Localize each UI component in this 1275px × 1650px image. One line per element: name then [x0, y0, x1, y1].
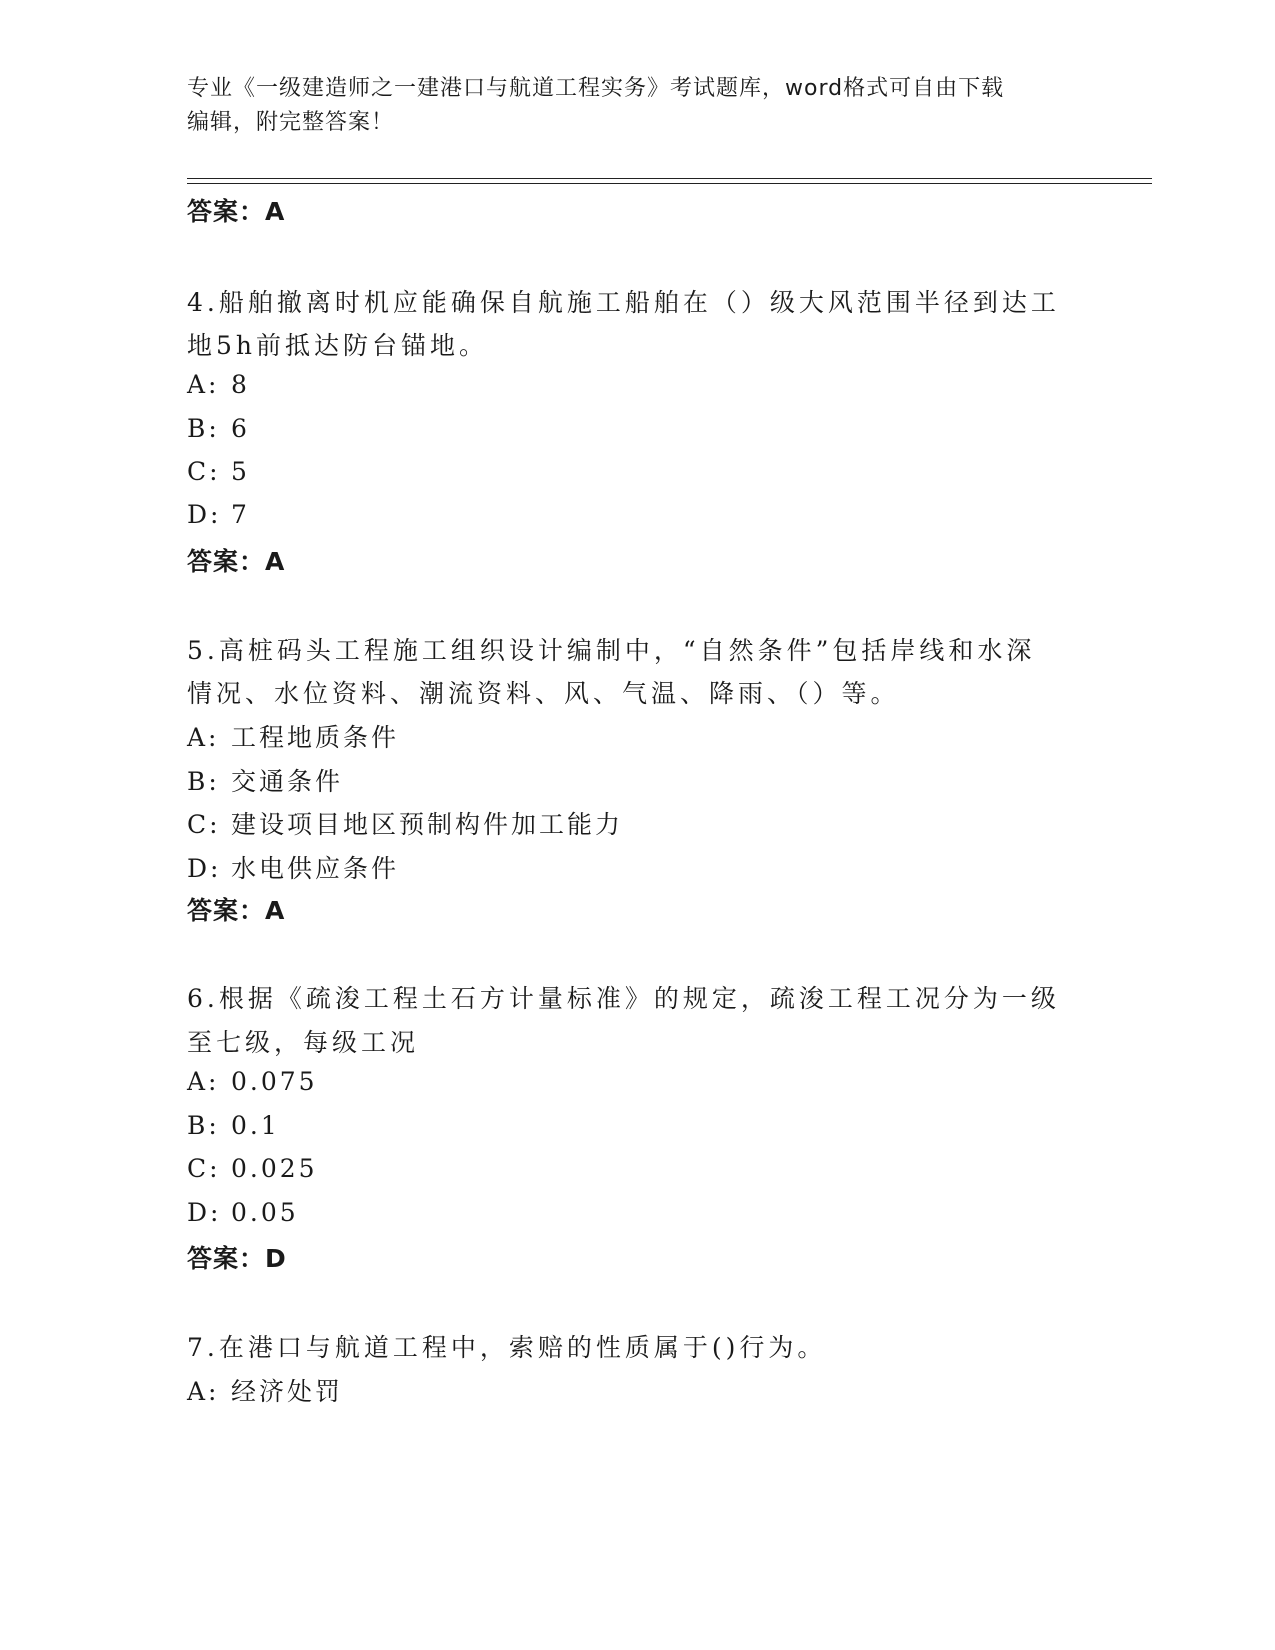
- previous-answer: 答案：A: [187, 197, 286, 226]
- question-4-option-c: [187, 457, 250, 486]
- header-line-1: 专业《一级建造师之一建港口与航道工程实务》考试题库，word格式可自由下载: [187, 76, 1005, 101]
- option-label: D:: [187, 500, 222, 529]
- question-5-answer: 答案：A: [187, 896, 286, 925]
- header-divider-top: [187, 178, 1152, 179]
- option-text: 0.075: [231, 1067, 318, 1096]
- option-text: 0.025: [231, 1154, 318, 1183]
- option-label: C:: [187, 810, 221, 839]
- option-label: C:: [187, 457, 221, 486]
- question-4-option-d: [187, 500, 250, 529]
- option-label: A:: [187, 723, 220, 752]
- option-label: A:: [187, 370, 220, 399]
- question-5-option-d: [187, 849, 399, 885]
- question-6-stem-line-2: 至七级，每级工况: [187, 1028, 420, 1057]
- question-5-option-b: [187, 762, 343, 798]
- option-text: 交通条件: [231, 767, 344, 796]
- option-label: C:: [187, 1154, 221, 1183]
- question-7-option-a: [187, 1372, 343, 1408]
- question-6-option-b: [187, 1111, 280, 1140]
- question-6-option-c: [187, 1154, 318, 1183]
- option-text: 7: [231, 500, 250, 529]
- option-label: B:: [187, 1111, 220, 1140]
- question-6-option-a: [187, 1067, 318, 1096]
- option-text: 0.1: [231, 1111, 280, 1140]
- question-5-option-c: [187, 805, 623, 841]
- option-text: 8: [231, 370, 250, 399]
- option-text: 工程地质条件: [231, 723, 400, 752]
- question-6-stem-line-1: 6.根据《疏浚工程土石方计量标准》的规定，疏浚工程工况分为一级: [187, 984, 1060, 1013]
- question-4-option-a: [187, 370, 250, 399]
- option-label: D:: [187, 1198, 222, 1227]
- header-line-2: 编辑，附完整答案！: [187, 110, 395, 135]
- question-4-stem-line-1: 4.船舶撤离时机应能确保自航施工船舶在（）级大风范围半径到达工: [187, 288, 1060, 317]
- header-divider-bottom: [187, 183, 1152, 184]
- question-5-stem-line-1: 5.高桩码头工程施工组织设计编制中，“自然条件”包括岸线和水深: [187, 636, 1036, 665]
- question-4-answer: 答案：A: [187, 547, 286, 576]
- question-4-option-b: [187, 414, 250, 443]
- option-label: D:: [187, 854, 222, 883]
- question-5-option-a: [187, 718, 399, 754]
- option-text: 5: [231, 457, 250, 486]
- option-label: B:: [187, 414, 220, 443]
- question-6-answer: 答案：D: [187, 1244, 287, 1273]
- option-label: A:: [187, 1067, 220, 1096]
- option-label: B:: [187, 767, 220, 796]
- option-text: 建设项目地区预制构件加工能力: [231, 810, 624, 839]
- option-label: A:: [187, 1377, 220, 1406]
- question-4-stem-line-2: 地5h前抵达防台锚地。: [187, 331, 489, 360]
- option-text: 水电供应条件: [231, 854, 400, 883]
- option-text: 6: [231, 414, 250, 443]
- page-header: [187, 72, 1067, 140]
- option-text: 经济处罚: [231, 1377, 344, 1406]
- option-text: 0.05: [231, 1198, 299, 1227]
- question-7-stem-line-1: 7.在港口与航道工程中，索赔的性质属于()行为。: [187, 1333, 827, 1362]
- question-5-stem-line-2: 情况、水位资料、潮流资料、风、气温、降雨、（）等。: [187, 679, 900, 708]
- question-6-option-d: [187, 1198, 299, 1227]
